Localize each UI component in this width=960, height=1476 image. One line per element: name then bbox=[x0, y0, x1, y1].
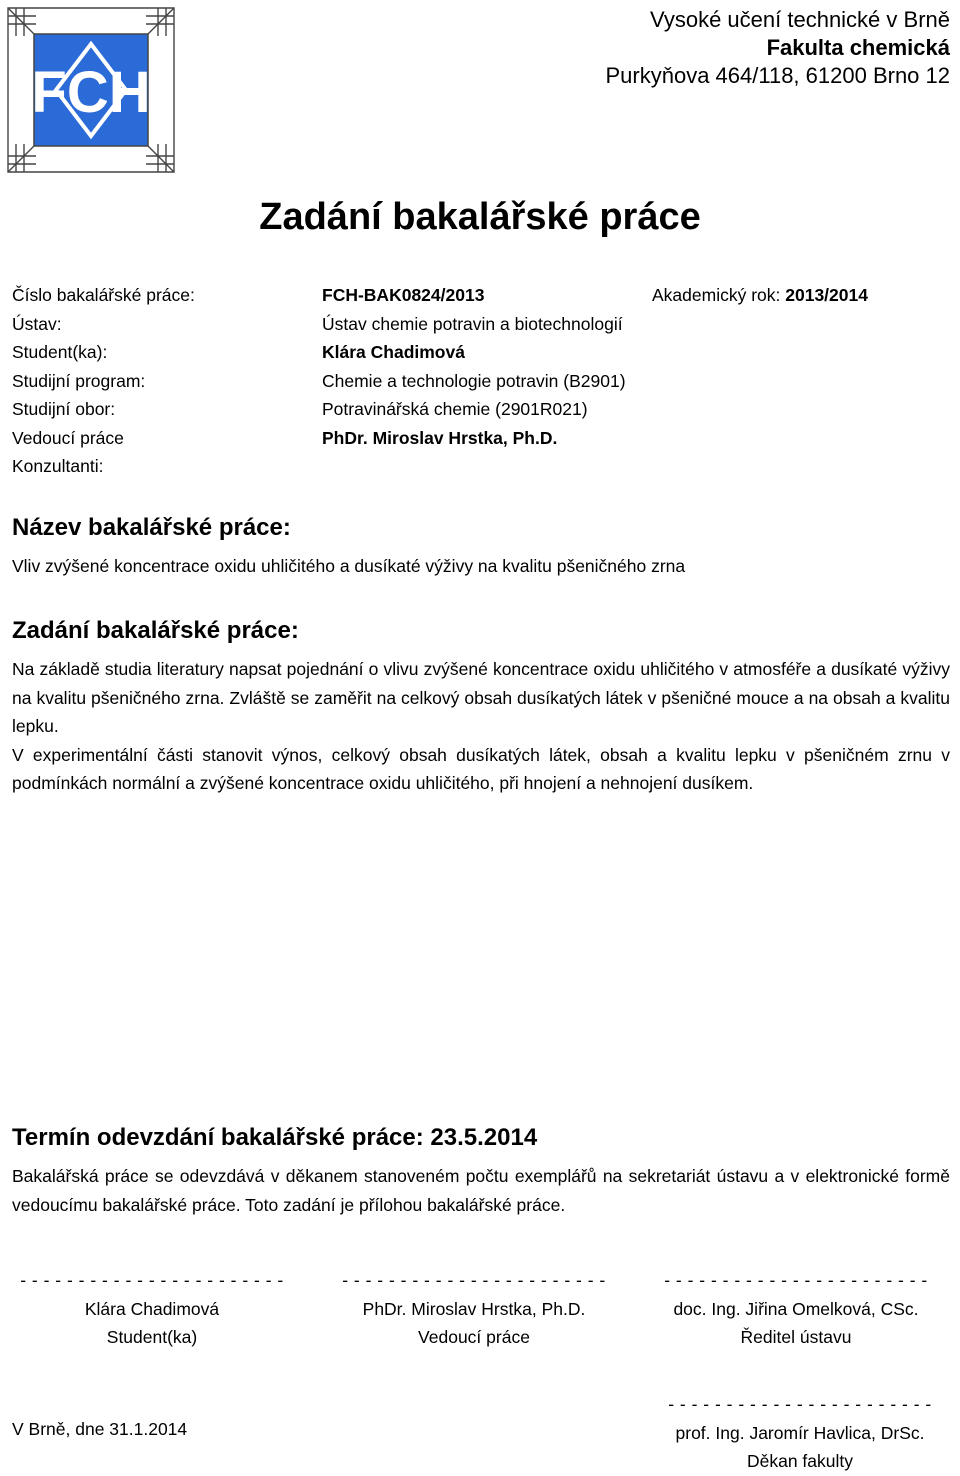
signature-dean bbox=[650, 1390, 950, 1476]
thesis-info bbox=[12, 281, 952, 481]
thesis-name-section bbox=[12, 514, 950, 581]
info-row-supervisor bbox=[12, 424, 952, 453]
year-value: 2013/2014 bbox=[785, 285, 868, 305]
program-value: Chemie a technologie potravin (B2901) bbox=[322, 370, 626, 391]
info-row-number bbox=[12, 281, 952, 310]
assignment-paragraph-1: Na základě studia literatury napsat pojednání o vlivu zvýšené koncentrace oxidu uhličitého v atmosféře a dusíkaté výživy na kvalitu pšeničného zrna. Zvláště se zaměřit na celkový obsah dusíkatých látek v pšeničné mouce a na obsah a kvalitu lepku. bbox=[12, 659, 950, 736]
signature-line: - - - - - - - - - - - - - - - - - - - - - - - bbox=[668, 1394, 932, 1414]
page-title: Zadání bakalářské práce bbox=[259, 196, 701, 238]
assignment-paragraph-2: V experimentální části stanovit výnos, celkový obsah dusíkatých látek, obsah a kvalitu lepku v pšeničném zrnu v podmínkách normální a zvýšené koncentrace oxidu uhličitého, při hnojení a nehnojení dusíkem. bbox=[12, 744, 950, 793]
place-date: V Brně, dne 31.1.2014 bbox=[12, 1419, 188, 1439]
supervisor-name: PhDr. Miroslav Hrstka, Ph.D. bbox=[362, 1298, 586, 1319]
student-value: Klára Chadimová bbox=[322, 342, 465, 362]
deadline-section bbox=[12, 1124, 950, 1219]
info-row-field bbox=[12, 395, 952, 424]
svg-text:FCH: FCH bbox=[31, 60, 151, 125]
deadline-text: Bakalářská práce se odevzdává v děkanem stanoveném počtu exemplářů na sekretariát ústavu a v elektronické formě vedoucímu bakalářské práce. Toto zadání je přílohou bakalářské práce. bbox=[12, 1166, 950, 1215]
academic-year bbox=[652, 281, 868, 310]
assignment-section bbox=[12, 617, 950, 798]
assignment-heading: Zadání bakalářské práce: bbox=[12, 617, 299, 644]
info-row-student bbox=[12, 338, 952, 367]
info-row-program bbox=[12, 367, 952, 396]
head-role: Ředitel ústavu bbox=[740, 1327, 852, 1347]
signature-student bbox=[2, 1266, 302, 1352]
deadline-heading: Termín odevzdání bakalářské práce: 23.5.2014 bbox=[12, 1124, 538, 1151]
student-name: Klára Chadimová bbox=[84, 1298, 220, 1319]
dean-name: prof. Ing. Jaromír Havlica, DrSc. bbox=[675, 1422, 925, 1443]
faculty-address: Purkyňova 464/118, 61200 Brno 12 bbox=[605, 63, 950, 88]
signature-head bbox=[646, 1266, 946, 1352]
info-row-consultants bbox=[12, 452, 952, 481]
logo-lettering bbox=[31, 60, 150, 125]
supervisor-role: Vedoucí práce bbox=[418, 1327, 530, 1347]
number-value: FCH-BAK0824/2013 bbox=[322, 285, 485, 305]
student-role: Student(ka) bbox=[106, 1327, 198, 1347]
dean-role: Děkan fakulty bbox=[746, 1451, 854, 1471]
thesis-name-text: Vliv zvýšené koncentrace oxidu uhličitého a dusíkaté výživy na kvalitu pšeničného zrna bbox=[12, 556, 686, 576]
number-label: Číslo bakalářské práce: bbox=[12, 285, 195, 305]
signature-line: - - - - - - - - - - - - - - - - - - - - - - - bbox=[342, 1270, 606, 1290]
signature-supervisor bbox=[324, 1266, 624, 1352]
info-row-institute bbox=[12, 310, 952, 339]
field-value: Potravinářská chemie (2901R021) bbox=[322, 399, 588, 419]
year-label: Akademický rok: bbox=[652, 285, 781, 305]
thesis-name-heading: Název bakalářské práce: bbox=[12, 514, 291, 541]
signature-line: - - - - - - - - - - - - - - - - - - - - - - - bbox=[664, 1270, 928, 1290]
faculty-name: Fakulta chemická bbox=[766, 35, 950, 60]
program-label: Studijní program: bbox=[12, 370, 146, 391]
institute-value: Ústav chemie potravin a biotechnologií bbox=[322, 313, 623, 334]
faculty-logo bbox=[6, 6, 176, 174]
student-label: Student(ka): bbox=[12, 342, 108, 362]
supervisor-label: Vedoucí práce bbox=[12, 427, 124, 448]
institute-label: Ústav: bbox=[12, 313, 62, 334]
supervisor-value: PhDr. Miroslav Hrstka, Ph.D. bbox=[322, 427, 558, 448]
signature-line: - - - - - - - - - - - - - - - - - - - - - - - bbox=[20, 1270, 284, 1290]
header-block bbox=[605, 6, 950, 90]
field-label: Studijní obor: bbox=[12, 399, 116, 419]
university-name: Vysoké učení technické v Brně bbox=[649, 7, 950, 32]
head-name: doc. Ing. Jiřina Omelková, CSc. bbox=[673, 1298, 919, 1319]
consultants-label: Konzultanti: bbox=[12, 456, 104, 476]
